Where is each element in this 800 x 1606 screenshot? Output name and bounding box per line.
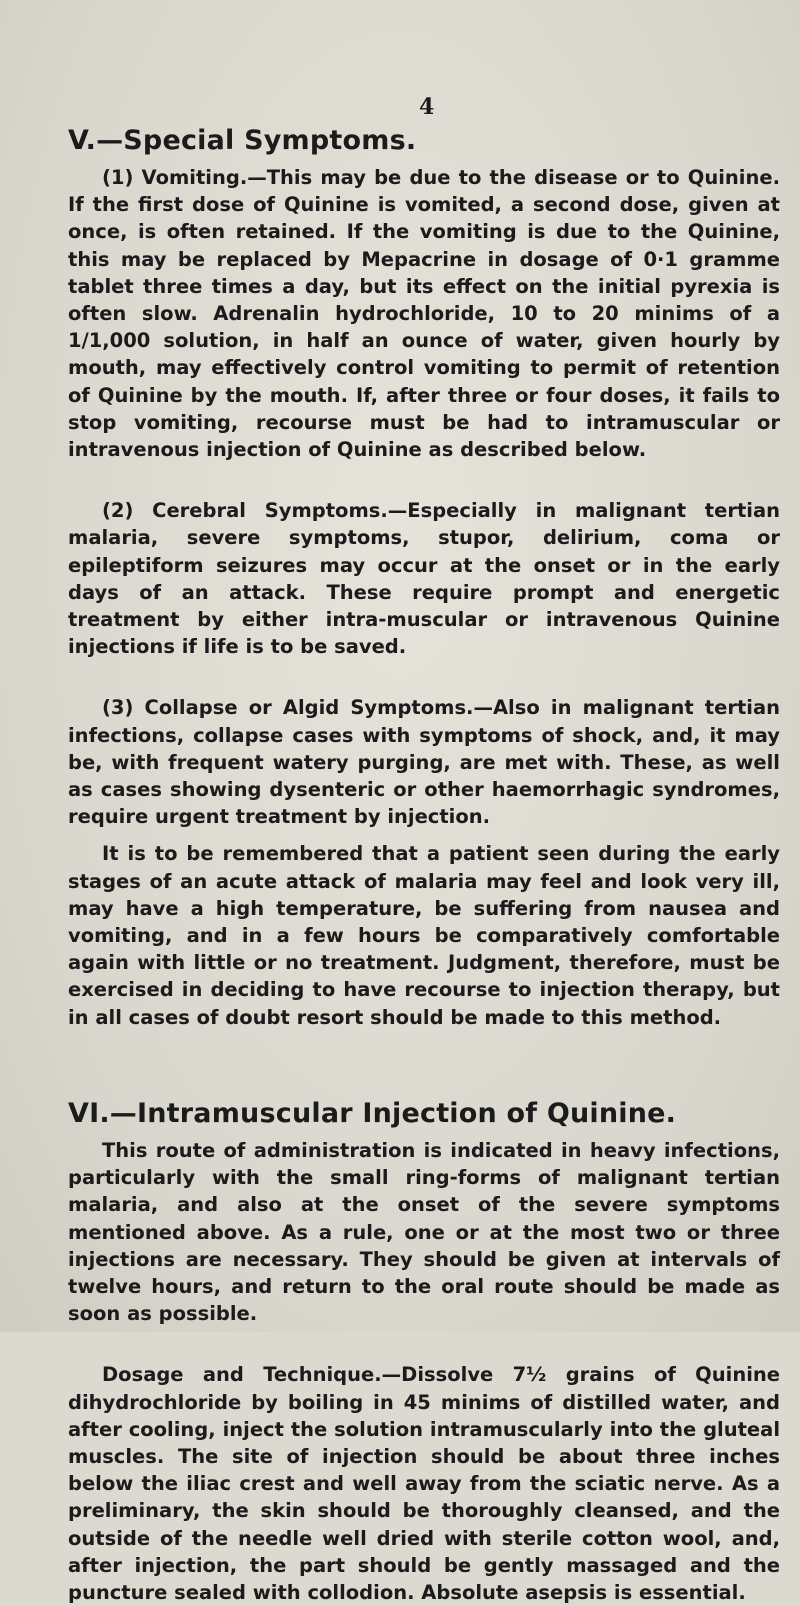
paragraph-vomiting — [68, 164, 780, 463]
section-heading-special-symptoms: V.—Special Symptoms. — [68, 125, 417, 156]
section-heading-intramuscular-injection: VI.—Intramuscular Injection of Quinine. — [68, 1097, 677, 1129]
paragraph-dosage-technique — [68, 1361, 780, 1606]
page-number: 4 — [419, 94, 435, 120]
text-judgment: It is to be remembered that a patient seen during the early stages of an acute attack of malaria may feel and look very ill, may have a high temperature, be suffering from nausea and vomiting, and in a few hours be comparatively comfortable again with little or no treatment. Judgment, therefore, must be exercised in deciding to have recourse to injection therapy, but in all cases of doubt resort should be made to this method. — [68, 842, 780, 1029]
lead-cerebral-symptoms: (2) Cerebral Symptoms.— — [102, 499, 408, 523]
paragraph-cerebral-symptoms — [68, 497, 780, 660]
text-vomiting: This may be due to the disease or to Quinine. If the first dose of Quinine is vomited, a second dose, given at once, is often retained. If the vomiting is due to the Quinine, this may be replaced by Mepacrine in dosage of 0·1 gramme tablet three times a day, but its effect on the initial pyrexia is often slow. Adrenalin hydrochloride, 10 to 20 minims of a 1/1,000 solution, in half an ounce of water, given hourly by mouth, may effectively control vomiting to permit of retention of Quinine by the mouth. If, after three or four doses, it fails to stop vomiting, recourse must be had to intramuscular or intravenous injection of Quinine as described below. — [68, 166, 780, 462]
paragraph-collapse-symptoms — [68, 694, 780, 830]
text-collapse-symptoms: Also in malignant tertian infections, collapse cases with symptoms of shock, and, it may be, with frequent watery purging, are met with. These, as well as cases showing dysenteric or other haemorrhagic syndromes, require urgent treatment by injection. — [68, 696, 780, 829]
lead-dosage-technique: Dosage and Technique.— — [102, 1363, 402, 1387]
page-body — [68, 118, 780, 1606]
text-cerebral-symptoms: Especially in malignant tertian malaria, severe symptoms, stupor, delirium, coma or epileptiform seizures may occur at the onset or in the early days of an attack. These require prompt and energetic treatment by either intra-muscular or intravenous Quinine injections if life is to be saved. — [68, 499, 780, 659]
paragraph-route-of-administration — [68, 1137, 780, 1327]
paragraph-judgment — [68, 840, 780, 1030]
lead-vomiting: (1) Vomiting.— — [102, 166, 267, 189]
text-route-of-administration: This route of administration is indicated in heavy infections, particularly with the small ring-forms of malignant tertian malaria, and also at the onset of the severe symptoms mentioned above. As a rule, one or at the most two or three injections are necessary. They should be given at intervals of twelve hours, and return to the oral route should be made as soon as possible. — [68, 1138, 780, 1326]
text-dosage-technique: Dissolve 7½ grains of Quinine dihydrochloride by boiling in 45 minims of distilled water, and after cooling, inject the solution intramuscularly into the gluteal muscles. The site of injection should be about three inches below the iliac crest and well away from the sciatic nerve. As a preliminary, the skin should be thoroughly cleansed, and the outside of the needle well dried with sterile cotton wool, and, after injection, the part should be gently massaged and the puncture sealed with collodion. Absolute asepsis is essential. — [68, 1363, 781, 1604]
lead-collapse-symptoms: (3) Collapse or Algid Symptoms.— — [102, 696, 493, 720]
